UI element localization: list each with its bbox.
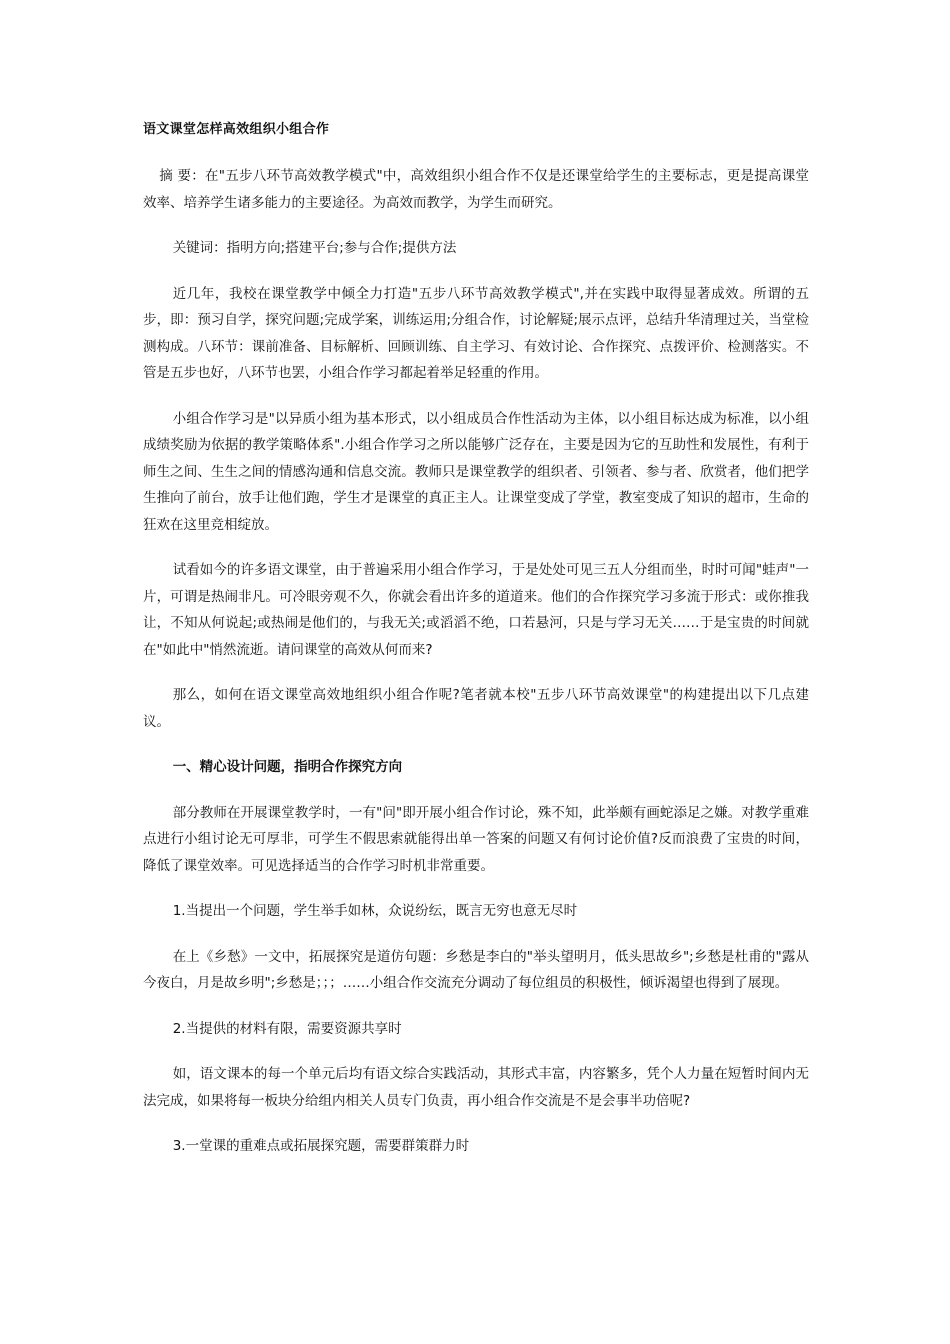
body-paragraph: 近几年，我校在课堂教学中倾全力打造"五步八环节高效教学模式",并在实践中取得显著成效。所谓的五步，即：预习自学，探究问题;完成学案，训练运用;分组合作，讨论解疑;展示点评，总结升华清理过关，当堂检测构成。八环节：课前准备、目标解析、回顾训练、自主学习、有效讨论、合作探究、点拨评价、检测落实。不管是五步也好，八环节也罢，小组合作学习都起着举足轻重的作用。: [143, 285, 809, 381]
subsection-heading: 2.当提供的材料有限，需要资源共享时: [172, 1020, 402, 1037]
body-paragraph: 那么，如何在语文课堂高效地组织小组合作呢?笔者就本校"五步八环节高效课堂"的构建提出以下几点建议。: [143, 687, 809, 730]
subsection-heading: 3.一堂课的重难点或拓展探究题，需要群策群力时: [172, 1138, 470, 1154]
body-paragraph: 在上《乡愁》一文中，拓展探究是道仿句题：乡愁是李白的"举头望明月，低头思故乡";乡愁是杜甫的"露从今夜白，月是故乡明";乡愁是；；；……小组合作交流充分调动了每位组员的积极性，倾诉渴望也得到了展现。: [143, 948, 809, 991]
abstract-paragraph: 摘 要：在"五步八环节高效教学模式"中，高效组织小组合作不仅是还课堂给学生的主要标志，更是提高课堂效率、培养学生诸多能力的主要途径。为高效而教学，为学生而研究。: [143, 168, 809, 211]
body-paragraph: 如，语文课本的每一个单元后均有语文综合实践活动，其形式丰富，内容繁多，凭个人力量在短暂时间内无法完成，如果将每一板块分给组内相关人员专门负责，再小组合作交流是不是会事半功倍呢?: [143, 1066, 809, 1109]
document-page: [143, 120, 809, 1160]
subsection-heading: 1.当提出一个问题，学生举手如林，众说纷纭，既言无穷也意无尽时: [172, 903, 578, 919]
section-heading: 一、精心设计问题，指明合作探究方向: [172, 759, 403, 775]
body-paragraph: 试看如今的许多语文课堂，由于普遍采用小组合作学习，于是处处可见三五人分组而坐，时时可闻"蛙声"一片，可谓是热闹非凡。可冷眼旁观不久，你就会看出许多的道道来。他们的合作探究学习多流于形式：或你推我让，不知从何说起;或热闹是他们的，与我无关;或滔滔不绝，口若悬河，只是与学习无关……于是宝贵的时间就在"如此中"悄然流逝。请问课堂的高效从何而来?: [143, 562, 809, 658]
keywords-paragraph: 关键词：指明方向;搭建平台;参与合作;提供方法: [172, 240, 457, 256]
body-paragraph: 部分教师在开展课堂教学时，一有"问"即开展小组合作讨论，殊不知，此举颇有画蛇添足之嫌。对教学重难点进行小组讨论无可厚非，可学生不假思索就能得出单一答案的问题又有何讨论价值?反而浪费了宝贵的时间，降低了课堂效率。可见选择适当的合作学习时机非常重要。: [143, 804, 809, 874]
document-title: 语文课堂怎样高效组织小组合作: [143, 122, 330, 137]
body-paragraph: 小组合作学习是"以异质小组为基本形式，以小组成员合作性活动为主体，以小组目标达成为标准，以小组成绩奖励为依据的教学策略体系".小组合作学习之所以能够广泛存在，主要是因为它的互助性和发展性，有利于师生之间、生生之间的情感沟通和信息交流。教师只是课堂教学的组织者、引领者、参与者、欣赏者，他们把学生推向了前台，放手让他们跑，学生才是课堂的真正主人。让课堂变成了学堂，教室变成了知识的超市，生命的狂欢在这里竞相绽放。: [143, 410, 809, 533]
